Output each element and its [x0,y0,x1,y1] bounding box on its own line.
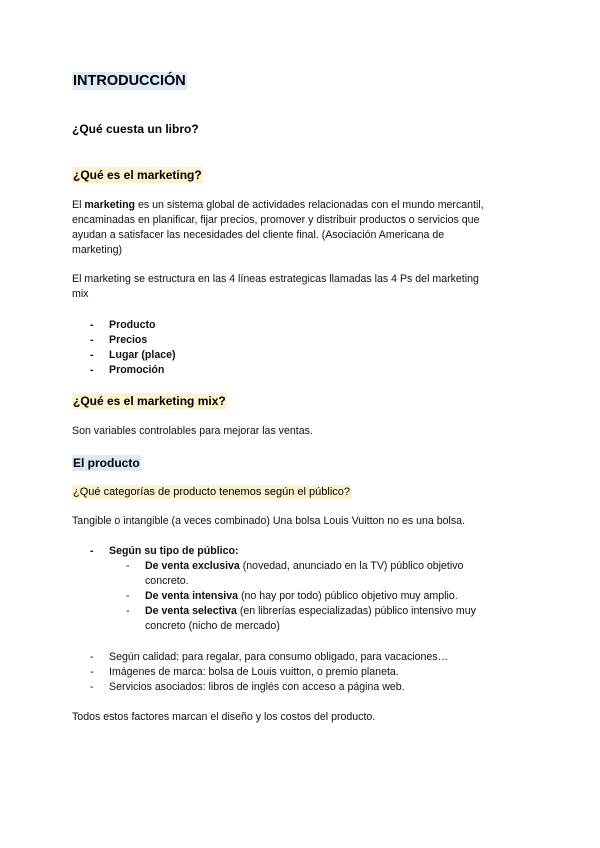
list-item-label: Servicios asociados: libros de inglés con acceso a página web. [109,681,405,693]
def-text: ayudan a satisfacer las necesidades del cliente final. (Asociación Americana de [72,229,445,241]
sale-type-desc: (en librerías especializadas) público intensivo muy [236,605,476,617]
structure-text: El marketing se estructura en las 4 líneas estrategicas llamadas las 4 Ps del marketing [72,273,479,285]
marketing-definition [72,198,484,258]
public-type-sublist [126,559,476,634]
list-dash: - [90,334,94,346]
heading-el-producto: El producto [73,456,140,470]
list-dash: - [126,605,130,617]
document-title: INTRODUCCIÓN [73,73,186,89]
list-dash: - [90,651,94,663]
list-item [90,650,448,665]
list-item-label: Según calidad: para regalar, para consumo obligado, para vacaciones… [109,651,449,663]
subheading-categories: ¿Qué categorías de producto tenemos según el público? [73,486,351,498]
structure-paragraph [72,272,479,302]
list-item-label: Promoción [109,364,165,376]
list-dash: - [90,349,94,361]
sale-type-name: De venta exclusiva [145,560,240,572]
closing-paragraph: Todos estos factores marcan el diseño y los costos del producto. [72,711,376,723]
list-dash: - [90,681,94,693]
heading-what-is-marketing: ¿Qué es el marketing? [73,168,202,182]
list-item-label: Producto [109,319,156,331]
sublist-item [126,559,476,574]
public-type-label: Según su tipo de público: [109,545,239,557]
sale-type-desc: (novedad, anunciado en la TV) público objetivo [239,560,464,572]
list-dash: - [90,545,94,557]
list-item [90,318,176,333]
def-text: El [72,199,85,211]
list-item [90,680,448,695]
structure-text: mix [72,288,89,300]
heading-marketing-mix: ¿Qué es el marketing mix? [73,394,226,408]
def-text: es un sistema global de actividades relacionadas con el mundo mercantil, [135,199,484,211]
list-item-label: Precios [109,334,148,346]
sale-type-name: De venta selectiva [145,605,237,617]
list-item [90,665,448,680]
sale-type-name: De venta intensiva [145,590,239,602]
sublist-item [126,589,476,604]
mix-answer: Son variables controlables para mejorar las ventas. [72,425,313,437]
sale-type-desc-cont: concreto. [145,575,189,587]
list-dash: - [90,319,94,331]
heading-question-book: ¿Qué cuesta un libro? [72,122,199,136]
sale-type-desc: (no hay por todo) público objetivo muy amplio. [238,590,458,602]
def-text: encaminadas en planificar, fijar precios, promover y distribuir productos o servicios que [72,214,480,226]
list-item [90,348,176,363]
list-dash: - [126,560,130,572]
sale-type-desc-cont: concreto (nicho de mercado) [145,620,280,632]
four-ps-list [90,318,176,378]
list-item [90,333,176,348]
list-dash: - [90,364,94,376]
list-dash: - [126,590,130,602]
other-factors-list [90,650,448,695]
tangible-paragraph: Tangible o intangible (a veces combinado) Una bolsa Louis Vuitton no es una bolsa. [72,515,466,527]
list-item-label: Lugar (place) [109,349,176,361]
def-text: marketing) [72,244,123,256]
list-item-label: Imágenes de marca: bolsa de Louis vuitton, o premio planeta. [109,666,399,678]
list-dash: - [90,666,94,678]
def-bold-term: marketing [84,199,136,211]
list-item [90,363,176,378]
sublist-item [126,604,476,619]
public-type-item [90,544,238,559]
